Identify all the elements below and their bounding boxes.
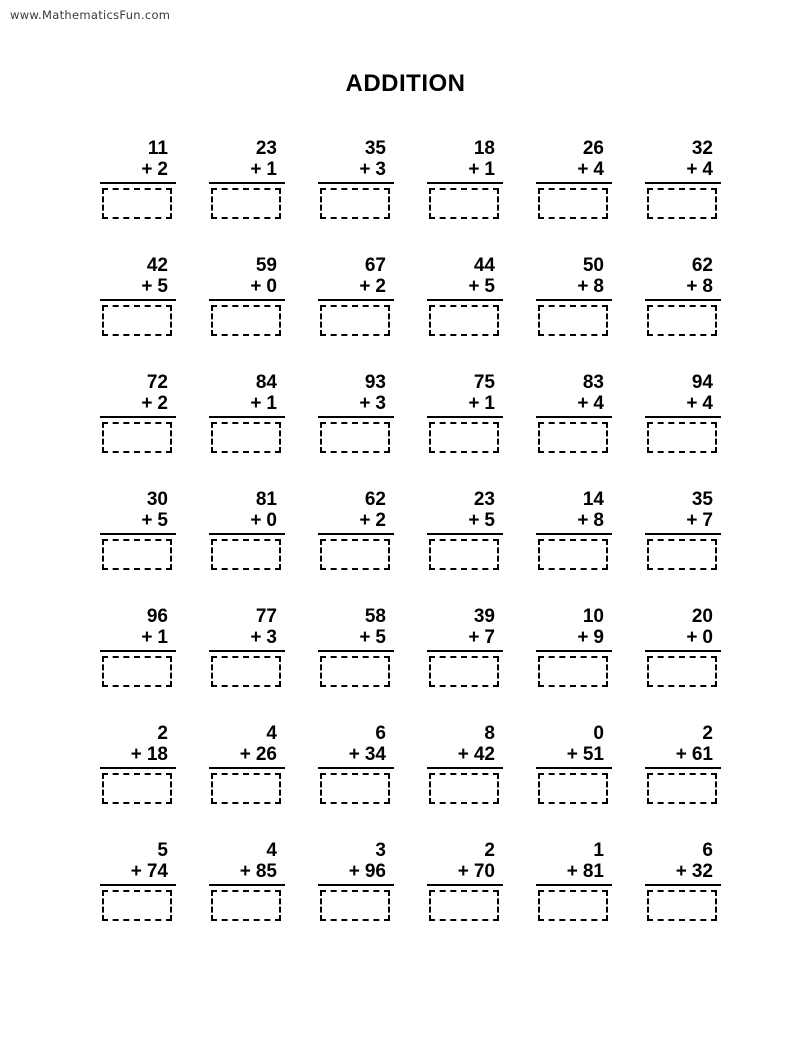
plus-operator: + — [250, 159, 262, 180]
top-addend: 75 — [473, 372, 495, 393]
answer-box — [320, 188, 390, 219]
answer-box — [538, 773, 608, 804]
addition-problem — [190, 372, 299, 489]
plus-operator: + — [577, 627, 589, 648]
addition-problem — [190, 138, 299, 255]
sum-line — [209, 650, 285, 652]
sum-line — [536, 299, 612, 301]
answer-box — [647, 422, 717, 453]
sum-line — [427, 884, 503, 886]
bottom-addend: 9 — [593, 627, 604, 648]
sum-line — [209, 299, 285, 301]
sum-line — [318, 767, 394, 769]
bottom-addend-row — [427, 276, 503, 297]
sum-line — [427, 299, 503, 301]
top-addend: 6 — [702, 840, 713, 861]
top-addend: 35 — [691, 489, 713, 510]
plus-operator: + — [457, 744, 469, 765]
addition-problem — [81, 489, 190, 606]
top-addend: 2 — [484, 840, 495, 861]
sum-line — [536, 884, 612, 886]
plus-operator: + — [348, 744, 360, 765]
plus-operator: + — [250, 276, 262, 297]
bottom-addend: 51 — [582, 744, 604, 765]
answer-box — [647, 305, 717, 336]
sum-line — [427, 416, 503, 418]
answer-box — [102, 188, 172, 219]
plus-operator: + — [359, 276, 371, 297]
top-addend: 96 — [146, 606, 168, 627]
addition-problem — [626, 723, 735, 840]
addition-problem — [626, 138, 735, 255]
bottom-addend-row — [645, 276, 721, 297]
addition-problem — [517, 489, 626, 606]
bottom-addend-row — [209, 159, 285, 180]
addition-problem — [299, 840, 408, 957]
addition-problem — [299, 372, 408, 489]
bottom-addend: 70 — [473, 861, 495, 882]
bottom-addend-row — [209, 744, 285, 765]
top-addend: 4 — [266, 723, 277, 744]
bottom-addend: 3 — [266, 627, 277, 648]
top-addend: 94 — [691, 372, 713, 393]
top-addend: 2 — [702, 723, 713, 744]
addition-problem — [517, 840, 626, 957]
sum-line — [536, 416, 612, 418]
sum-line — [536, 650, 612, 652]
bottom-addend-row — [318, 510, 394, 531]
sum-line — [318, 533, 394, 535]
sum-line — [209, 182, 285, 184]
bottom-addend-row — [318, 159, 394, 180]
answer-box — [320, 890, 390, 921]
plus-operator: + — [141, 510, 153, 531]
bottom-addend-row — [536, 159, 612, 180]
addition-problem — [626, 606, 735, 723]
bottom-addend-row — [645, 861, 721, 882]
plus-operator: + — [686, 510, 698, 531]
sum-line — [645, 182, 721, 184]
answer-box — [538, 188, 608, 219]
sum-line — [536, 767, 612, 769]
addition-problem — [190, 255, 299, 372]
plus-operator: + — [686, 627, 698, 648]
sum-line — [100, 767, 176, 769]
addition-problem — [299, 138, 408, 255]
bottom-addend-row — [100, 393, 176, 414]
plus-operator: + — [359, 159, 371, 180]
bottom-addend: 5 — [484, 276, 495, 297]
sum-line — [100, 182, 176, 184]
answer-box — [538, 539, 608, 570]
bottom-addend: 4 — [593, 393, 604, 414]
answer-box — [320, 305, 390, 336]
plus-operator: + — [141, 159, 153, 180]
bottom-addend: 0 — [266, 510, 277, 531]
addition-problem — [408, 606, 517, 723]
sum-line — [645, 884, 721, 886]
bottom-addend-row — [209, 861, 285, 882]
bottom-addend: 5 — [484, 510, 495, 531]
bottom-addend: 2 — [375, 510, 386, 531]
plus-operator: + — [566, 744, 578, 765]
bottom-addend-row — [318, 744, 394, 765]
bottom-addend: 85 — [255, 861, 277, 882]
bottom-addend-row — [209, 276, 285, 297]
sum-line — [645, 767, 721, 769]
bottom-addend: 81 — [582, 861, 604, 882]
addition-problem — [408, 723, 517, 840]
plus-operator: + — [686, 393, 698, 414]
answer-box — [538, 890, 608, 921]
addition-problem — [299, 489, 408, 606]
plus-operator: + — [468, 159, 480, 180]
answer-box — [102, 773, 172, 804]
sum-line — [318, 299, 394, 301]
addition-problem — [517, 138, 626, 255]
addition-problem — [408, 138, 517, 255]
top-addend: 11 — [147, 138, 168, 159]
plus-operator: + — [348, 861, 360, 882]
plus-operator: + — [675, 861, 687, 882]
top-addend: 23 — [473, 489, 495, 510]
top-addend: 18 — [473, 138, 495, 159]
answer-box — [647, 656, 717, 687]
top-addend: 62 — [691, 255, 713, 276]
bottom-addend-row — [318, 393, 394, 414]
top-addend: 50 — [582, 255, 604, 276]
plus-operator: + — [457, 861, 469, 882]
answer-box — [429, 539, 499, 570]
addition-problem — [190, 606, 299, 723]
answer-box — [102, 539, 172, 570]
addition-problem — [626, 255, 735, 372]
bottom-addend-row — [427, 861, 503, 882]
sum-line — [100, 884, 176, 886]
bottom-addend-row — [536, 861, 612, 882]
answer-box — [320, 539, 390, 570]
bottom-addend-row — [427, 744, 503, 765]
answer-box — [211, 656, 281, 687]
addition-problem — [81, 138, 190, 255]
bottom-addend: 7 — [484, 627, 495, 648]
sum-line — [427, 182, 503, 184]
bottom-addend-row — [318, 627, 394, 648]
sum-line — [100, 299, 176, 301]
bottom-addend: 1 — [266, 159, 277, 180]
bottom-addend-row — [645, 159, 721, 180]
bottom-addend: 5 — [375, 627, 386, 648]
bottom-addend-row — [536, 276, 612, 297]
addition-problem — [81, 606, 190, 723]
plus-operator: + — [250, 627, 262, 648]
bottom-addend: 4 — [593, 159, 604, 180]
answer-box — [647, 188, 717, 219]
bottom-addend: 61 — [691, 744, 713, 765]
bottom-addend: 1 — [484, 393, 495, 414]
plus-operator: + — [468, 393, 480, 414]
sum-line — [645, 533, 721, 535]
bottom-addend: 18 — [146, 744, 168, 765]
addition-problem — [517, 606, 626, 723]
top-addend: 23 — [255, 138, 277, 159]
bottom-addend-row — [100, 276, 176, 297]
bottom-addend-row — [100, 744, 176, 765]
bottom-addend-row — [645, 627, 721, 648]
plus-operator: + — [468, 510, 480, 531]
top-addend: 62 — [364, 489, 386, 510]
bottom-addend: 0 — [702, 627, 713, 648]
top-addend: 14 — [582, 489, 604, 510]
addition-problem — [81, 255, 190, 372]
top-addend: 4 — [266, 840, 277, 861]
bottom-addend-row — [536, 744, 612, 765]
plus-operator: + — [359, 627, 371, 648]
bottom-addend: 96 — [364, 861, 386, 882]
bottom-addend-row — [100, 627, 176, 648]
plus-operator: + — [141, 627, 153, 648]
bottom-addend-row — [536, 627, 612, 648]
answer-box — [102, 890, 172, 921]
top-addend: 2 — [157, 723, 168, 744]
plus-operator: + — [130, 861, 142, 882]
bottom-addend: 8 — [593, 510, 604, 531]
top-addend: 0 — [593, 723, 604, 744]
sum-line — [318, 650, 394, 652]
bottom-addend-row — [100, 861, 176, 882]
answer-box — [538, 422, 608, 453]
addition-problem — [408, 372, 517, 489]
bottom-addend-row — [427, 393, 503, 414]
top-addend: 10 — [582, 606, 604, 627]
answer-box — [211, 890, 281, 921]
sum-line — [318, 416, 394, 418]
bottom-addend: 2 — [157, 393, 168, 414]
bottom-addend-row — [318, 276, 394, 297]
answer-box — [429, 188, 499, 219]
sum-line — [318, 182, 394, 184]
addition-problem — [299, 723, 408, 840]
plus-operator: + — [468, 276, 480, 297]
addition-problem — [517, 723, 626, 840]
plus-operator: + — [250, 510, 262, 531]
bottom-addend: 74 — [146, 861, 168, 882]
top-addend: 26 — [582, 138, 604, 159]
answer-box — [429, 305, 499, 336]
addition-problem — [190, 723, 299, 840]
answer-box — [429, 890, 499, 921]
top-addend: 20 — [691, 606, 713, 627]
addition-problem — [190, 840, 299, 957]
top-addend: 8 — [484, 723, 495, 744]
sum-line — [209, 416, 285, 418]
answer-box — [211, 539, 281, 570]
plus-operator: + — [141, 393, 153, 414]
answer-box — [211, 305, 281, 336]
plus-operator: + — [577, 510, 589, 531]
answer-box — [102, 305, 172, 336]
top-addend: 93 — [364, 372, 386, 393]
top-addend: 30 — [146, 489, 168, 510]
top-addend: 42 — [146, 255, 168, 276]
top-addend: 81 — [255, 489, 277, 510]
bottom-addend: 0 — [266, 276, 277, 297]
plus-operator: + — [359, 510, 371, 531]
addition-problem — [299, 606, 408, 723]
top-addend: 44 — [473, 255, 495, 276]
bottom-addend-row — [427, 159, 503, 180]
bottom-addend: 26 — [255, 744, 277, 765]
bottom-addend-row — [209, 393, 285, 414]
addition-problem — [626, 489, 735, 606]
top-addend: 5 — [157, 840, 168, 861]
top-addend: 39 — [473, 606, 495, 627]
bottom-addend: 5 — [157, 510, 168, 531]
sum-line — [645, 416, 721, 418]
answer-box — [320, 656, 390, 687]
addition-problem — [517, 372, 626, 489]
addition-problem — [626, 840, 735, 957]
plus-operator: + — [130, 744, 142, 765]
bottom-addend-row — [318, 861, 394, 882]
sum-line — [209, 767, 285, 769]
top-addend: 1 — [593, 840, 604, 861]
sum-line — [318, 884, 394, 886]
bottom-addend: 3 — [375, 393, 386, 414]
plus-operator: + — [686, 159, 698, 180]
bottom-addend-row — [100, 159, 176, 180]
answer-box — [647, 890, 717, 921]
sum-line — [645, 299, 721, 301]
top-addend: 6 — [375, 723, 386, 744]
answer-box — [102, 656, 172, 687]
bottom-addend-row — [536, 510, 612, 531]
bottom-addend-row — [645, 393, 721, 414]
plus-operator: + — [686, 276, 698, 297]
answer-box — [538, 305, 608, 336]
bottom-addend: 7 — [702, 510, 713, 531]
bottom-addend: 3 — [375, 159, 386, 180]
bottom-addend: 34 — [364, 744, 386, 765]
sum-line — [100, 533, 176, 535]
sum-line — [100, 650, 176, 652]
plus-operator: + — [141, 276, 153, 297]
answer-box — [429, 422, 499, 453]
bottom-addend-row — [427, 510, 503, 531]
bottom-addend-row — [645, 510, 721, 531]
addition-problem — [299, 255, 408, 372]
plus-operator: + — [577, 159, 589, 180]
sum-line — [209, 533, 285, 535]
addition-problem — [81, 840, 190, 957]
bottom-addend: 8 — [702, 276, 713, 297]
sum-line — [536, 182, 612, 184]
addition-problem — [626, 372, 735, 489]
bottom-addend: 1 — [157, 627, 168, 648]
answer-box — [429, 656, 499, 687]
addition-problem — [408, 255, 517, 372]
plus-operator: + — [577, 276, 589, 297]
answer-box — [102, 422, 172, 453]
plus-operator: + — [239, 861, 251, 882]
sum-line — [536, 533, 612, 535]
top-addend: 58 — [364, 606, 386, 627]
answer-box — [211, 773, 281, 804]
answer-box — [538, 656, 608, 687]
answer-box — [211, 422, 281, 453]
bottom-addend: 2 — [375, 276, 386, 297]
addition-problem — [190, 489, 299, 606]
top-addend: 32 — [691, 138, 713, 159]
answer-box — [647, 539, 717, 570]
bottom-addend: 32 — [691, 861, 713, 882]
addition-problem — [81, 723, 190, 840]
bottom-addend-row — [100, 510, 176, 531]
plus-operator: + — [250, 393, 262, 414]
top-addend: 72 — [146, 372, 168, 393]
answer-box — [320, 773, 390, 804]
site-watermark: www.MathematicsFun.com — [10, 8, 171, 22]
top-addend: 77 — [255, 606, 277, 627]
addition-problem — [81, 372, 190, 489]
answer-box — [429, 773, 499, 804]
bottom-addend: 4 — [702, 159, 713, 180]
plus-operator: + — [577, 393, 589, 414]
sum-line — [209, 884, 285, 886]
bottom-addend: 4 — [702, 393, 713, 414]
plus-operator: + — [675, 744, 687, 765]
bottom-addend: 2 — [157, 159, 168, 180]
addition-problem — [408, 489, 517, 606]
bottom-addend: 1 — [484, 159, 495, 180]
top-addend: 35 — [364, 138, 386, 159]
plus-operator: + — [359, 393, 371, 414]
top-addend: 67 — [364, 255, 386, 276]
answer-box — [211, 188, 281, 219]
sum-line — [100, 416, 176, 418]
bottom-addend: 5 — [157, 276, 168, 297]
bottom-addend-row — [209, 627, 285, 648]
bottom-addend-row — [536, 393, 612, 414]
page-title: ADDITION — [345, 70, 466, 97]
bottom-addend: 42 — [473, 744, 495, 765]
problems-grid — [81, 138, 811, 957]
top-addend: 83 — [582, 372, 604, 393]
sum-line — [427, 767, 503, 769]
sum-line — [427, 650, 503, 652]
top-addend: 84 — [255, 372, 277, 393]
answer-box — [320, 422, 390, 453]
bottom-addend-row — [427, 627, 503, 648]
top-addend: 59 — [255, 255, 277, 276]
bottom-addend: 8 — [593, 276, 604, 297]
bottom-addend-row — [645, 744, 721, 765]
plus-operator: + — [468, 627, 480, 648]
plus-operator: + — [566, 861, 578, 882]
sum-line — [645, 650, 721, 652]
bottom-addend-row — [209, 510, 285, 531]
top-addend: 3 — [375, 840, 386, 861]
sum-line — [427, 533, 503, 535]
addition-problem — [408, 840, 517, 957]
answer-box — [647, 773, 717, 804]
addition-problem — [517, 255, 626, 372]
plus-operator: + — [239, 744, 251, 765]
bottom-addend: 1 — [266, 393, 277, 414]
